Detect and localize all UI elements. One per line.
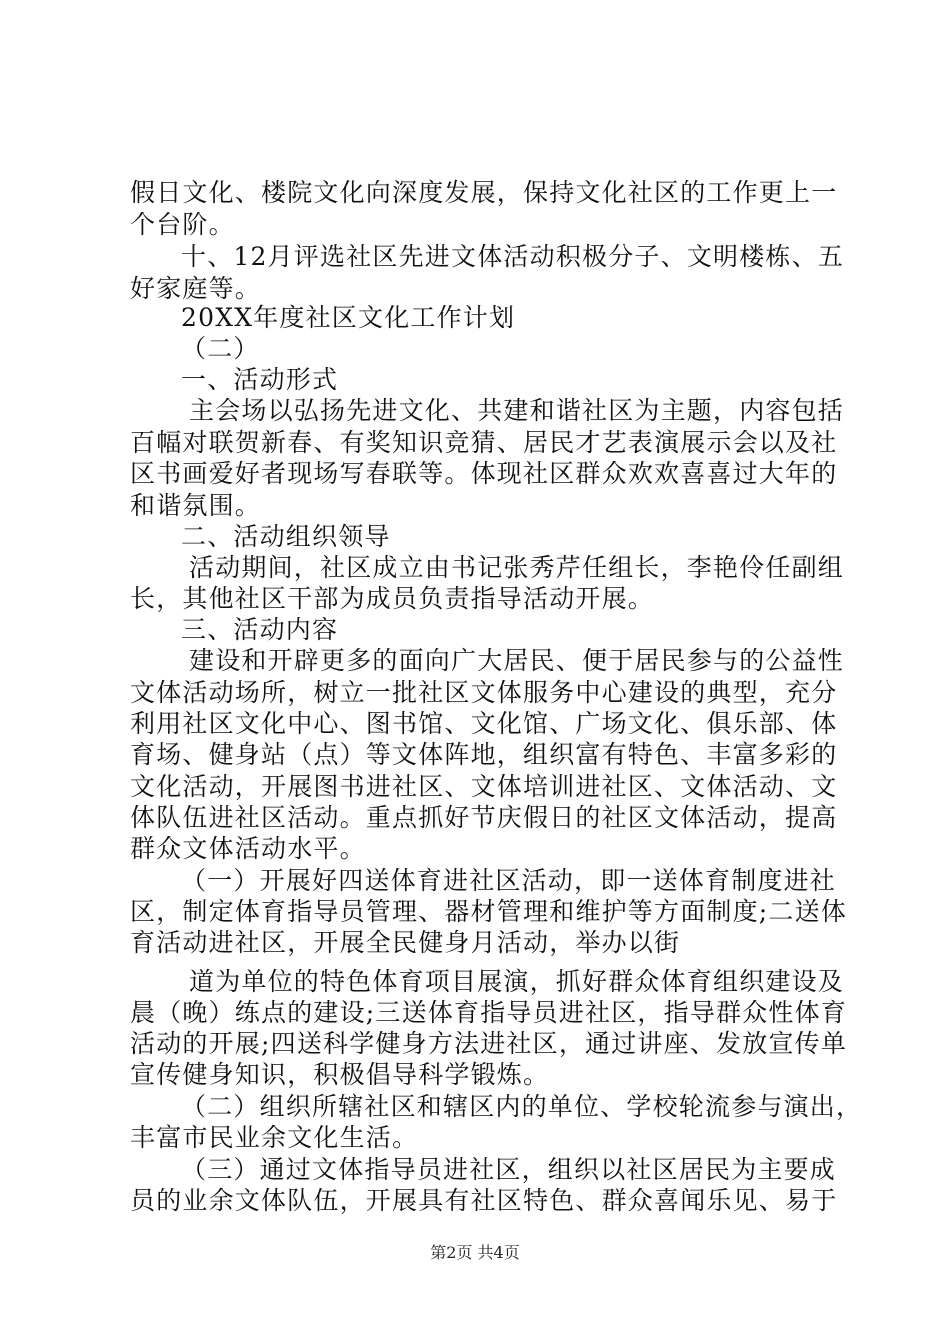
text-line: 群众文体活动水平。	[130, 834, 366, 863]
text-line: 丰富市民业余文化生活。	[130, 1123, 419, 1152]
text-line: （三）通过文体指导员进社区，组织以社区居民为主要成	[181, 1155, 837, 1184]
text-line: 区书画爱好者现场写春联等。体现社区群众欢欢喜喜过大年的	[130, 459, 838, 488]
text-line: 体队伍进社区活动。重点抓好节庆假日的社区文体活动，提高	[130, 803, 838, 832]
text-line: 和谐氛围。	[130, 491, 262, 520]
heading-activity-form: 一、活动形式	[181, 365, 339, 394]
text-line: 员的业余文体队伍，开展具有社区特色、群众喜闻乐见、易于	[130, 1186, 838, 1215]
text-line: 十、12月评选社区先进文体活动积极分子、文明楼栋、五	[181, 242, 845, 271]
section-subtitle: （二）	[181, 334, 260, 363]
text-line: 建设和开辟更多的面向广大居民、便于居民参与的公益性	[189, 646, 845, 675]
heading-organization: 二、活动组织领导	[181, 522, 391, 551]
text-line: 道为单位的特色体育项目展演，抓好群众体育组织建设及	[189, 967, 845, 996]
text-line: 文体活动场所，树立一批社区文体服务中心建设的典型，充分	[130, 678, 838, 707]
text-line: 文化活动，开展图书进社区、文体培训进社区、文体活动、文	[130, 772, 838, 801]
text-line: 主会场以弘扬先进文化、共建和谐社区为主题，内容包括	[189, 396, 845, 425]
text-line: 宣传健身知识，积极倡导科学锻炼。	[130, 1060, 550, 1089]
text-line: 好家庭等。	[130, 274, 262, 303]
text-line: 活动的开展;四送科学健身方法进社区，通过讲座、发放宣传单	[130, 1029, 848, 1058]
page-number-footer: 第2页 共4页	[430, 1243, 520, 1262]
text-line: 利用社区文化中心、图书馆、文化馆、广场文化、俱乐部、体	[130, 709, 838, 738]
text-line: 个台阶。	[130, 210, 235, 239]
text-line: 区，制定体育指导员管理、器材管理和维护等方面制度;二送体	[130, 897, 848, 926]
section-title: 20XX年度社区文化工作计划	[181, 303, 516, 332]
text-line: 百幅对联贺新春、有奖知识竞猜、居民才艺表演展示会以及社	[130, 428, 838, 457]
text-line: 活动期间，社区成立由书记张秀芹任组长，李艳伶任副组	[189, 553, 845, 582]
text-line: 育活动进社区，开展全民健身月活动，举办以街	[130, 928, 681, 957]
heading-content: 三、活动内容	[181, 615, 339, 644]
text-line: 假日文化、楼院文化向深度发展，保持文化社区的工作更上一	[130, 178, 838, 207]
text-line: （二）组织所辖社区和辖区内的单位、学校轮流参与演出，	[181, 1092, 863, 1121]
text-line: （一）开展好四送体育进社区活动，即一送体育制度进社	[181, 866, 837, 895]
text-line: 晨（晚）练点的建设;三送体育指导员进社区，指导群众性体育	[130, 998, 848, 1027]
text-line: 长，其他社区干部为成员负责指导活动开展。	[130, 584, 655, 613]
text-line: 育场、健身站（点）等文体阵地，组织富有特色、丰富多彩的	[130, 740, 838, 769]
